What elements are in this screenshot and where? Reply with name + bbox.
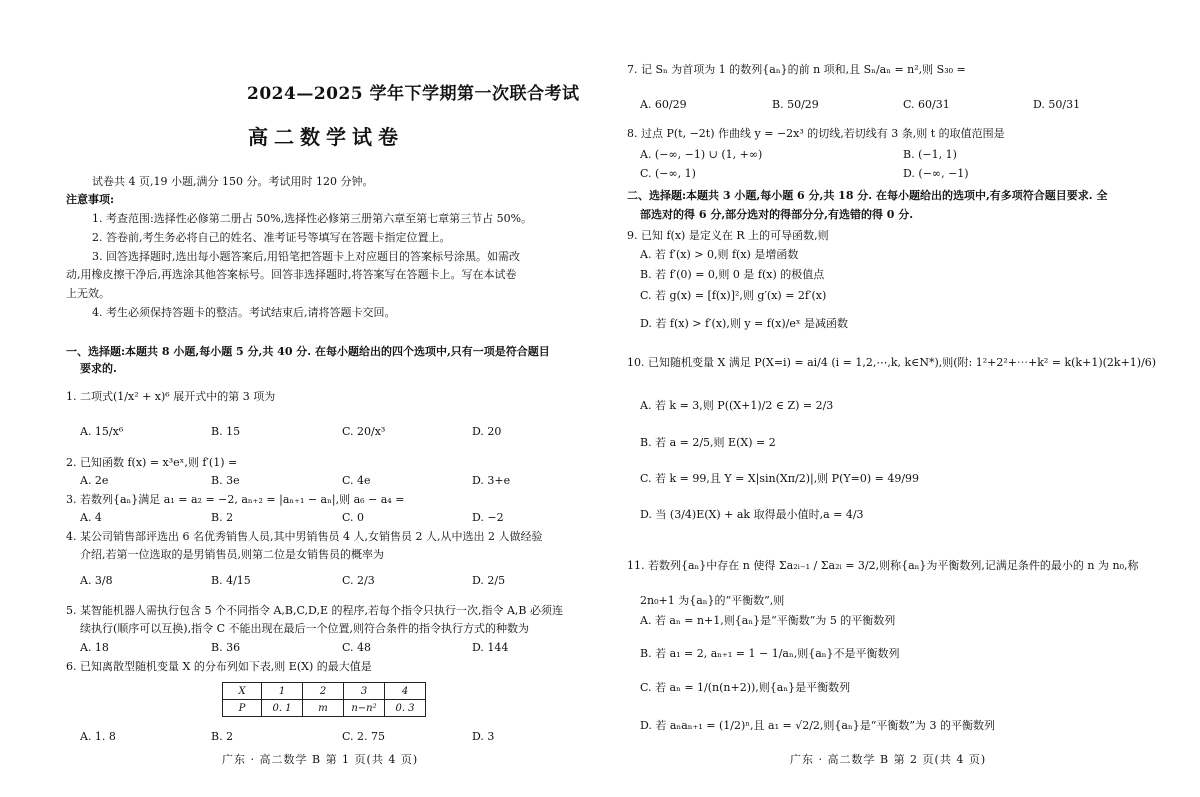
question-5-option-b: B. 36 [211,641,241,654]
notice-4: 4. 考生必须保持答题卡的整洁。考试结束后,请将答题卡交回。 [92,306,396,319]
question-11-option-c: C. 若 aₙ = 1/(n(n+2)),则{aₙ}是平衡数列 [640,681,851,694]
page-2-footer: 广东 · 高二数学 B 第 2 页(共 4 页) [790,753,987,766]
section-2-heading: 二、选择题:本题共 3 小题,每小题 6 分,共 18 分. 在每小题给出的选项中,有多项符合题目要求. 全 [627,189,1108,202]
question-9-option-a: A. 若 f′(x) > 0,则 f(x) 是增函数 [640,248,799,261]
notice-3-cont: 动,用橡皮擦干净后,再选涂其他答案标号。回答非选择题时,将答案写在答题卡上。写在本试卷 [66,268,517,281]
question-6-option-b: B. 2 [211,730,234,743]
table-row [223,700,426,717]
question-10-option-b: B. 若 a = 2/5,则 E(X) = 2 [640,436,776,449]
question-2-option-b: B. 3e [211,474,240,487]
table-cell: 3 [344,683,385,700]
question-1-option-c: C. 20/x³ [342,425,386,438]
question-5-stem: 5. 某智能机器人需执行包含 5 个不同指令 A,B,C,D,E 的程序,若每个指令只执行一次,指令 A,B 必须连 [66,604,563,617]
question-7-option-b: B. 50/29 [772,98,819,111]
page-1-footer: 广东 · 高二数学 B 第 1 页(共 4 页) [222,753,419,766]
table-cell: 4 [385,683,426,700]
question-10-option-d: D. 当 (3/4)E(X) + ak 取得最小值时,a = 4/3 [640,508,864,521]
table-row [223,683,426,700]
question-4-option-d: D. 2/5 [472,574,506,587]
table-cell: 2 [303,683,344,700]
question-1-stem: 1. 二项式(1/x² + x)⁶ 展开式中的第 3 项为 [66,390,276,403]
question-5-stem-cont: 续执行(顺序可以互换),指令 C 不能出现在最后一个位置,则符合条件的指令执行方式的种数为 [80,622,529,635]
section-1-heading: 一、选择题:本题共 8 小题,每小题 5 分,共 40 分. 在每小题给出的四个选项中,只有一项是符合题目 [66,345,550,358]
question-8-option-d: D. (−∞, −1) [903,167,969,180]
question-8-stem: 8. 过点 P(t, −2t) 作曲线 y = −2x³ 的切线,若切线有 3 条,则 t 的取值范围是 [627,127,1005,140]
question-1-option-a: A. 15/x⁶ [80,425,124,438]
question-3-stem: 3. 若数列{aₙ}满足 a₁ = a₂ = −2, aₙ₊₂ = |aₙ₊₁ − aₙ|,则 a₆ − a₄ = [66,493,405,506]
question-11-option-d: D. 若 aₙaₙ₊₁ = (1/2)ⁿ,且 a₁ = √2/2,则{aₙ}是“平衡数”为 3 的平衡数列 [640,719,995,732]
table-cell: n−n² [344,700,385,717]
question-6-stem: 6. 已知离散型随机变量 X 的分布列如下表,则 E(X) 的最大值是 [66,660,372,673]
question-7-option-a: A. 60/29 [640,98,687,111]
section-2-heading-cont: 部选对的得 6 分,部分选对的得部分分,有选错的得 0 分. [640,208,914,221]
question-7-stem: 7. 记 Sₙ 为首项为 1 的数列{aₙ}的前 n 项和,且 Sₙ/aₙ = n²,则 S₃₀ = [627,63,966,76]
question-11-option-b: B. 若 a₁ = 2, aₙ₊₁ = 1 − 1/aₙ,则{aₙ}不是平衡数列 [640,647,900,660]
question-2-option-a: A. 2e [80,474,109,487]
table-cell: P [223,700,262,717]
question-9-option-b: B. 若 f′(0) = 0,则 0 是 f(x) 的极值点 [640,268,825,281]
question-5-option-a: A. 18 [80,641,109,654]
question-3-option-c: C. 0 [342,511,365,524]
table-cell: 0. 3 [385,700,426,717]
question-3-option-d: D. −2 [472,511,504,524]
question-8-option-a: A. (−∞, −1) ∪ (1, +∞) [640,148,763,161]
question-5-option-c: C. 48 [342,641,372,654]
question-8-option-b: B. (−1, 1) [903,148,957,161]
question-4-stem: 4. 某公司销售部评选出 6 名优秀销售人员,其中男销售员 4 人,女销售员 2 人,从中选出 2 人做经验 [66,530,543,543]
question-7-option-d: D. 50/31 [1033,98,1081,111]
question-6-option-c: C. 2. 75 [342,730,386,743]
notice-3-end: 上无效。 [66,287,110,300]
notice-2: 2. 答卷前,考生务必将自己的姓名、准考证号等填写在答题卡指定位置上。 [92,231,451,244]
notice-heading: 注意事项: [66,193,115,206]
question-8-option-c: C. (−∞, 1) [640,167,696,180]
question-11-stem: 11. 若数列{aₙ}中存在 n 使得 Σa₂ᵢ₋₁ / Σa₂ᵢ = 3/2,则称{aₙ}为平衡数列,记满足条件的最小的 n 为 n₀,称 [627,559,1139,572]
notice-3: 3. 回答选择题时,选出每小题答案后,用铅笔把答题卡上对应题目的答案标号涂黑。如需改 [92,250,520,263]
question-2-option-d: D. 3+e [472,474,511,487]
question-1-option-b: B. 15 [211,425,241,438]
question-2-stem: 2. 已知函数 f(x) = x³eˣ,则 f′(1) = [66,456,238,469]
distribution-table [222,682,426,717]
question-9-option-d: D. 若 f(x) > f′(x),则 y = f(x)/eˣ 是减函数 [640,317,848,330]
question-6-option-a: A. 1. 8 [80,730,116,743]
intro-text: 试卷共 4 页,19 小题,满分 150 分。考试用时 120 分钟。 [92,175,374,188]
question-11-option-a: A. 若 aₙ = n+1,则{aₙ}是“平衡数”为 5 的平衡数列 [640,614,896,627]
table-cell: X [223,683,262,700]
table-cell: m [303,700,344,717]
question-11-stem-cont: 2n₀+1 为{aₙ}的“平衡数”,则 [640,594,785,607]
question-1-option-d: D. 20 [472,425,502,438]
question-2-option-c: C. 4e [342,474,371,487]
question-10-option-a: A. 若 k = 3,则 P((X+1)/2 ∈ Z) = 2/3 [640,399,834,412]
question-9-option-c: C. 若 g(x) = [f(x)]²,则 g′(x) = 2f′(x) [640,289,827,302]
question-10-stem: 10. 已知随机变量 X 满足 P(X=i) = ai/4 (i = 1,2,⋯,k, k∈N*),则(附: 1²+2²+⋯+k² = k(k+1)(2k+1)/6) [627,356,1157,369]
exam-title: 2024—2025 学年下学期第一次联合考试 [247,84,580,104]
question-6-option-d: D. 3 [472,730,495,743]
question-7-option-c: C. 60/31 [903,98,950,111]
exam-subtitle: 高二数学试卷 [248,125,404,149]
section-1-heading-cont: 要求的. [80,362,117,375]
question-5-option-d: D. 144 [472,641,509,654]
table-cell: 0. 1 [262,700,303,717]
table-cell: 1 [262,683,303,700]
question-3-option-a: A. 4 [80,511,102,524]
question-4-stem-cont: 介绍,若第一位选取的是男销售员,则第二位是女销售员的概率为 [80,548,384,561]
question-4-option-a: A. 3/8 [80,574,113,587]
question-3-option-b: B. 2 [211,511,234,524]
question-4-option-b: B. 4/15 [211,574,251,587]
question-9-stem: 9. 已知 f(x) 是定义在 R 上的可导函数,则 [627,229,829,242]
notice-1: 1. 考查范围:选择性必修第二册占 50%,选择性必修第三册第六章至第七章第三节占 50%。 [92,212,533,225]
question-10-option-c: C. 若 k = 99,且 Y = X|sin(Xπ/2)|,则 P(Y=0) = 49/99 [640,472,920,485]
question-4-option-c: C. 2/3 [342,574,375,587]
